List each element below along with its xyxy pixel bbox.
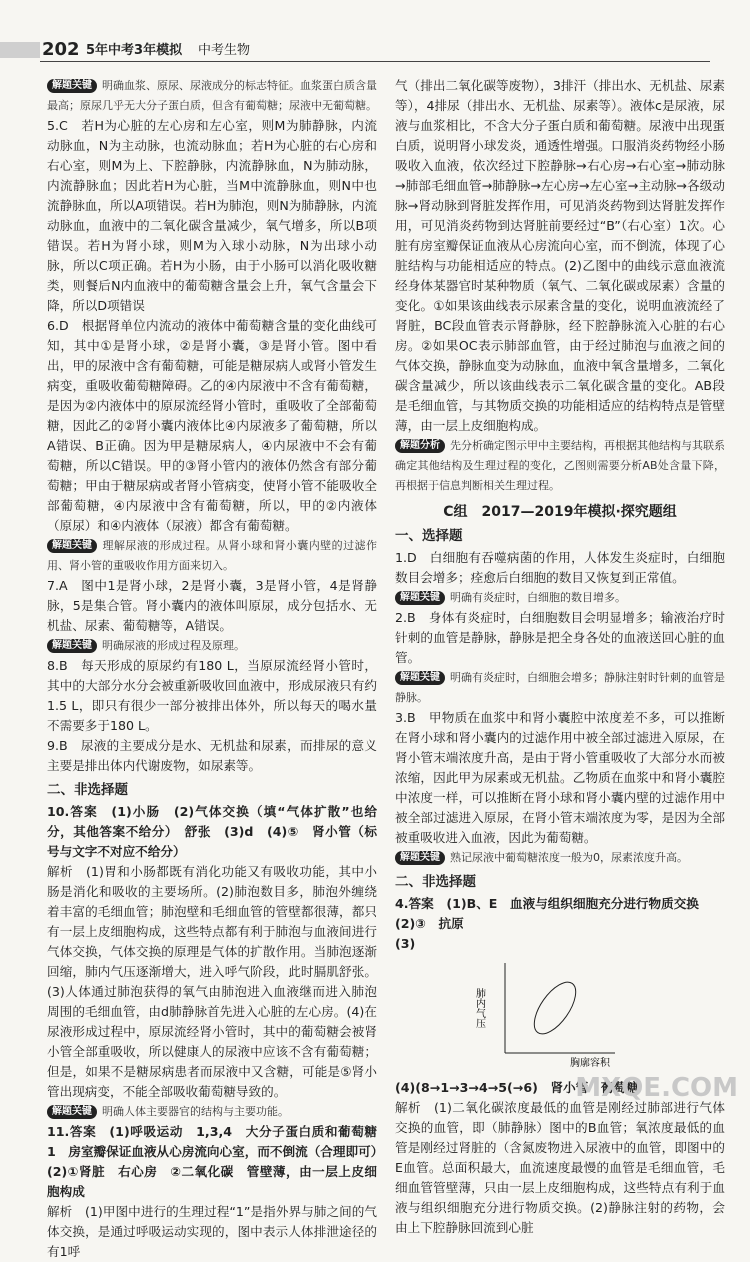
tip-badge: 解题关键 xyxy=(395,591,445,605)
header-strip xyxy=(0,42,40,58)
watermark: MXQE.COM xyxy=(575,1073,738,1103)
tip-text: 明确血浆、原尿、尿液成分的标志特征。血浆蛋白质含量最高；原尿几乎无大分子蛋白质，但含有葡萄糖；尿液中无葡萄糖。 xyxy=(47,79,377,112)
answer-c-q4-part2: (2)③ 抗原 xyxy=(395,916,464,931)
left-column xyxy=(47,76,390,1262)
tip-text: 理解尿液的形成过程。从肾小球和肾小囊内壁的过滤作用、肾小管的重吸收作用方面来切入。 xyxy=(47,539,377,572)
tip-text: 明确有炎症时，白细胞的数目增多。 xyxy=(450,591,626,604)
answer-c-q1: 1.D 白细胞有吞噬病菌的作用，人体发生炎症时，白细胞数目会增多；痊愈后白细胞的数目又恢复到正常值。 xyxy=(395,550,725,585)
answer-c-q4-part3: (3) xyxy=(395,936,416,951)
book-title: 5年中考3年模拟 xyxy=(86,43,183,58)
answer-c-q4-part4: (4)(8→1→3→4→5(→6) 肾小管 葡萄糖 xyxy=(395,1080,639,1095)
right-column xyxy=(395,76,725,1238)
answer-c-q4: 4.答案 (1)B、E 血液与组织细胞充分进行物质交换 xyxy=(395,896,699,911)
answer-q11: 11.答案 (1)呼吸运动 1,3,4 大分子蛋白质和葡萄糖 1 房室瓣保证血液从心房流向心室，而不倒流（合理即可） (2)①肾脏 右心房 ②二氧化碳 管壁薄，由一层上皮细胞构成 xyxy=(47,1124,390,1199)
answer-c-q3: 3.B 甲物质在血浆中和肾小囊腔中浓度差不多，可以推断在肾小球和肾小囊内的过滤作用中被全部过滤进入原尿，在肾小管末端浓度升高，是由于肾小管重吸收了大部分水而被浓缩，因此甲为尿素或无机盐。乙物质在血浆中和肾小囊腔中浓度一样，可以推断在肾小球和肾小囊内壁的过滤作用中被全部过滤进入原尿，在肾小管末端浓度为零，是因为全部被重吸收进入血液，因此为葡萄糖。 xyxy=(395,710,725,845)
section-heading: 一、选择题 xyxy=(395,528,463,544)
answer-q8: 8.B 每天形成的原尿约有180 L，当原尿流经肾小管时，其中的大部分水分会被重新吸收回血液中，形成尿液只有约1.5 L，即只有很少一部分被排出体外，所以每天的喝水量不需要多于180 L。 xyxy=(47,658,377,733)
explanation-q10: 解析 (1)胃和小肠都既有消化功能又有吸收功能，其中小肠是消化和吸收的主要场所。(2)肺泡数目多，肺泡外缠绕着丰富的毛细血管；肺泡壁和毛细血管的管壁都很薄，都只有一层上皮细胞构成，这些特点都有利于肺泡与血液间进行气体交换，气体交换的原理是气体的扩散作用。当肺泡逐渐回缩，肺内气压逐渐增大，进入呼气阶段，此时膈肌舒张。(3)人体通过肺泡获得的氧气由肺泡进入血液继而进入肺泡周围的毛细血管，由d肺静脉首先进入心脏的左心房。(4)在尿液形成过程中，原尿流经肾小管时，其中的葡萄糖会被肾小管全部重吸收，所以健康人的尿液中应该不含有葡萄糖；但是，如果不是糖尿病患者而尿液中又含糖，可能是⑤肾小管出现病变，不能全部吸收葡萄糖导致的。 xyxy=(47,864,377,1099)
tip-text: 熟记尿液中葡萄糖浓度一般为0，尿素浓度升高。 xyxy=(450,851,688,864)
subject: 中考生物 xyxy=(198,43,251,58)
header-rule xyxy=(40,61,710,62)
x-axis-label: 胸廓容积 xyxy=(570,1058,610,1069)
tip-badge: 解题关键 xyxy=(395,851,445,865)
tip-badge: 解题关键 xyxy=(47,79,97,93)
group-title: C组 2017—2019年模拟·探究题组 xyxy=(443,504,677,520)
answer-q7: 7.A 图中1是肾小球，2是肾小囊，3是肾小管，4是肾静脉，5是集合管。肾小囊内的液体叫原尿，成分包括水、无机盐、尿素、葡萄糖等，A错误。 xyxy=(47,578,377,633)
answer-q5: 5.C 若H为心脏的左心房和左心室，则M为肺静脉，内流动脉血，N为主动脉，也流动脉血；若H为心脏的右心房和右心室，则M为上、下腔静脉，内流静脉血，N为肺动脉，内流静脉血；因此若H为心脏，当M中流静脉血，则N中也流静脉血，所以A项错误。若H为肺泡，则N为肺静脉，内流动脉血，血液中的二氧化碳含量减少，氧气增多，所以B项错误。若H为肾小球，则M为入球小动脉，N为出球小动脉，所以C项正确。若H为小肠，由于小肠可以消化吸收糖类，则餐后N内血液中的葡萄糖含量会上升，氧气含量会下降，所以D项错误 xyxy=(47,118,377,313)
y-axis-label: 肺内气压 xyxy=(473,988,485,1028)
explanation-c-q4: 解析 (1)二氧化碳浓度最低的血管是刚经过肺部进行气体交换的血管，即（肺静脉）图中的B血管；氧浓度最低的血管是刚经过肾脏的（含氮废物进入尿液中的血管，即图中的E血管。总面积最大，血流速度最慢的血管是毛细血管，毛细血管管壁薄，只由一层上皮细胞构成，这些特点有利于血液与组织细胞充分进行物质交换。(2)静脉注射的药物，会由上下腔静脉回流到心脏 xyxy=(395,1100,725,1235)
answer-q9: 9.B 尿液的主要成分是水、无机盐和尿素，而排尿的意义主要是排出体内代谢废物，如尿素等。 xyxy=(47,738,377,773)
answer-c-q2: 2.B 身体有炎症时，白细胞数目会明显增多；输液治疗时针刺的血管是静脉，静脉是把全身各处的血液送回心脏的血管。 xyxy=(395,610,725,665)
page-header xyxy=(0,0,750,66)
tip-text: 明确人体主要器官的结构与主要功能。 xyxy=(102,1105,289,1118)
tip-text: 明确有炎症时，白细胞会增多；静脉注射时针刺的血管是静脉。 xyxy=(395,671,725,704)
section-heading: 二、非选择题 xyxy=(395,874,476,890)
tip-badge: 解题分析 xyxy=(395,439,445,453)
tip-text: 明确尿液的形成过程及原理。 xyxy=(102,639,245,652)
pressure-volume-loop xyxy=(526,975,583,1040)
section-heading: 二、非选择题 xyxy=(47,782,128,798)
tip-badge: 解题关键 xyxy=(47,1105,97,1119)
pressure-volume-chart xyxy=(475,958,625,1068)
tip-badge: 解题关键 xyxy=(395,671,445,685)
tip-text: 先分析确定图示甲中主要结构，再根据其他结构与其联系确定其他结构及生理过程的变化，乙图则需要分析AB处含量下降，再根据于信息判断相关生理过程。 xyxy=(395,439,725,492)
tip-badge: 解题关键 xyxy=(47,639,97,653)
explanation-q11-cont: 气（排出二氧化碳等废物），3排汗（排出水、无机盐、尿素等），4排尿（排出水、无机盐、尿素等）。液体c是尿液，尿液与血浆相比，不含大分子蛋白质和葡萄糖。尿液中出现蛋白质，说明肾小球发炎，通透性增强。口服消炎药物经小肠吸收入血液，依次经过下腔静脉→右心房→右心室→肺动脉→肺部毛细血管→肺静脉→左心房→左心室→主动脉→各级动脉→肾动脉到肾脏发挥作用，可见消炎药物到达肾脏发挥作用，可见消炎药物到达肾脏前要经过“B”（右心室）1次。心脏有房室瓣保证血液从心房流向心室，而不倒流，体现了心脏结构与功能相适应的特点。(2)乙图中的曲线示意血液流经身体某器官时某种物质（氧气、二氧化碳或尿素）含量的变化。①如果该曲线表示尿素含量的变化，说明血液流经了肾脏，BC段血管表示肾静脉，经下腔静脉流入心脏的右心房。②如果OC表示肺部血管，由于经过肺泡与血液之间的气体交换，静脉血变为动脉血，血液中氧含量增多，二氧化碳含量减少，所以该曲线表示二氧化碳含量的变化。AB段是毛细血管，与其物质交换的功能相适应的结构特点是管壁薄，由一层上皮细胞构成。 xyxy=(395,78,725,433)
answer-q6: 6.D 根据肾单位内流动的液体中葡萄糖含量的变化曲线可知，其中①是肾小球，②是肾小囊，③是肾小管。图中看出，甲的尿液中含有葡萄糖，可能是糖尿病人或肾小管发生病变，重吸收葡萄糖障碍。乙的④内尿液中不含有葡萄糖，是因为②内液体中的原尿流经肾小管时，重吸收了全部葡萄糖，因此乙的②肾小囊内液体比④内尿液多了葡萄糖，所以A错误、B正确。因为甲是糖尿病人，④内尿液中不会有葡萄糖，所以C错误。甲的③肾小管内的液体仍然含有部分葡萄糖；甲由于糖尿病或者肾小管病变，使肾小管不能吸收全部葡萄糖，④内尿液中含有葡萄糖，所以，甲的②内液体（原尿）和④内液体（尿液）都含有葡萄糖。 xyxy=(47,318,377,533)
page-number: 202 xyxy=(42,39,80,60)
explanation-q11: 解析 (1)甲图中进行的生理过程“1”是指外界与肺之间的气体交换，是通过呼吸运动实现的，图中表示人体排泄途径的有1呼 xyxy=(47,1204,377,1259)
answer-q10: 10.答案 (1)小肠 (2)气体交换（填“气体扩散”也给分，其他答案不给分） 舒张 (3)d (4)⑤ 肾小管（标号与文字不对应不给分） xyxy=(47,804,377,859)
tip-badge: 解题关键 xyxy=(47,539,97,553)
